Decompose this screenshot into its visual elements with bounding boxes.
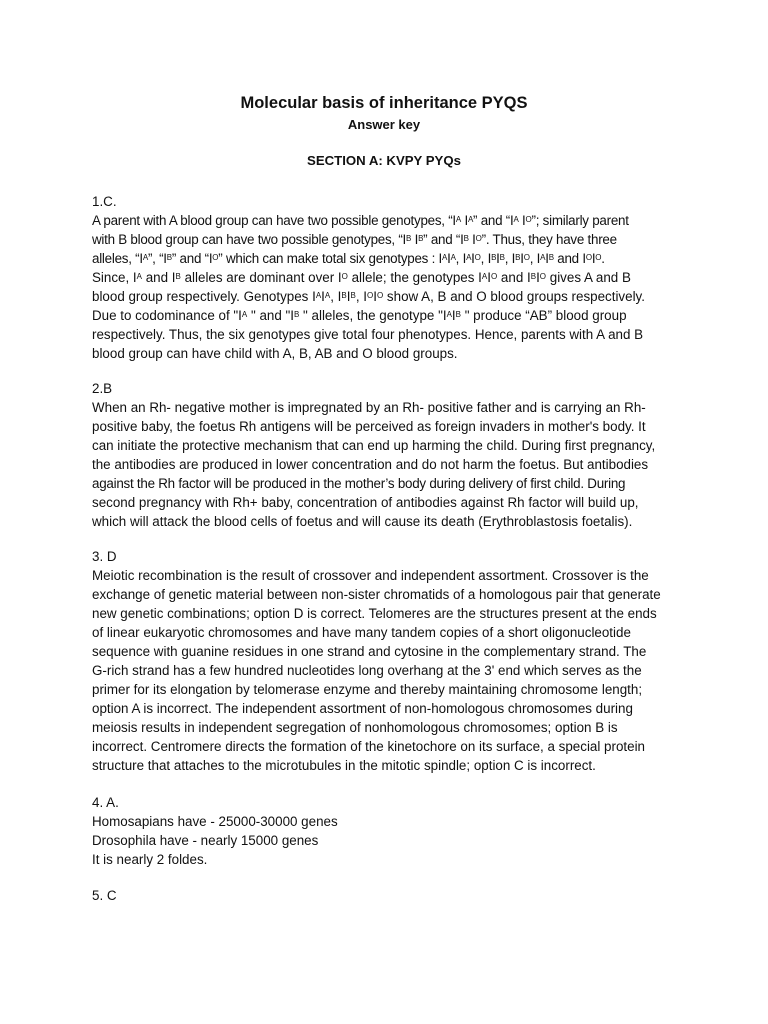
answer-line: G-rich strand has a few hundred nucleotides long overhang at the 3' end which serves as the (92, 663, 642, 678)
answer-line: structure that attaches to the microtubules in the mitotic spindle; option C is incorrect. (92, 758, 596, 773)
answer-line: of linear eukaryotic chromosomes and have many tandem copies of a short oligonucleotide (92, 625, 631, 640)
answer-line: primer for its elongation by telomerase enzyme and thereby maintaining chromosome length; (92, 682, 643, 697)
answer-line: which will attack the blood cells of foetus and will cause its death (Erythroblastosis foetalis). (92, 514, 633, 529)
answer-label: 2.B (92, 381, 113, 396)
answer-label: 5. C (92, 888, 117, 903)
answer-5 (92, 886, 692, 905)
answer-line: When an Rh- negative mother is impregnated by an Rh- positive father and is carrying an Rh- (92, 400, 646, 415)
answer-line: blood group respectively. Genotypes $I^AI^A$, $I^BI^B$, $I^OI^O$ show A, B and O blood groups respectively. (92, 289, 645, 304)
answer-line: sequence with guanine residues in one strand and cytosine in the complementary strand. The (92, 644, 647, 659)
answer-line: new genetic combinations; option D is correct. Telomeres are the structures present at the ends (92, 606, 657, 621)
page-subtitle: Answer key (347, 117, 421, 132)
answer-line: Homosapians have - 25000-30000 genes (92, 814, 338, 829)
answer-line: with B blood group can have two possible genotypes, “$I^B$ $I^B$” and “$I^B$ $I^O$”. Thus, they have three (92, 232, 617, 247)
answer-line: It is nearly 2 foldes. (92, 852, 208, 867)
answer-label: 3. D (92, 549, 117, 564)
answer-3 (92, 547, 692, 775)
answer-line: Since, $I^A$ and $I^B$ alleles are dominant over $I^O$ allele; the genotypes $I^AI^O$ and $I^BI^O$ gives A and B (92, 270, 631, 285)
answer-line: can initiate the protective mechanism that can end up harming the child. During first pregnancy, (92, 438, 656, 453)
answer-line: exchange of genetic material between non-sister chromatids of a homologous pair that generate (92, 587, 661, 602)
answer-line: blood group can have child with A, B, AB and O blood groups. (92, 346, 458, 361)
answer-line: A parent with A blood group can have two possible genotypes, “$I^A$ $I^A$” and “$I^A$ $I^O$”; similarly parent (92, 213, 629, 228)
answer-line: meiosis results in independent segregation of nonhomologous chromosomes; option B is (92, 720, 618, 735)
answer-4 (92, 793, 692, 869)
answer-line: Drosophila have - nearly 15000 genes (92, 833, 319, 848)
answer-2 (92, 379, 692, 531)
answer-label: 4. A. (92, 795, 119, 810)
answer-line: incorrect. Centromere directs the formation of the kinetochore on its surface, a special protein (92, 739, 646, 754)
answer-line: positive baby, the foetus Rh antigens will be perceived as foreign invaders in mother's body. It (92, 419, 646, 434)
answer-line: Meiotic recombination is the result of crossover and independent assortment. Crossover is the (92, 568, 649, 583)
answer-label: 1.C. (92, 194, 117, 209)
answer-line: alleles, “$I^A$”, “$I^B$” and “$I^O$” which can make total six genotypes : $I^AI^A$, $I^AI^O$, $I^BI^B$, $I^BI^O$, $I^AI^B$ and $I^OI^O$. (92, 251, 605, 266)
answer-line: Due to codominance of "$I^A$ " and "$I^B$ " alleles, the genotype "$I^AI^B$ " produce “AB” blood group (92, 308, 627, 323)
answer-line: the antibodies are produced in lower concentration and do not harm the foetus. But antibodies (92, 457, 649, 472)
answer-line: respectively. Thus, the six genotypes give total four phenotypes. Hence, parents with A and B (92, 327, 644, 342)
answer-line: against the Rh factor will be produced in the mother’s body during delivery of first child. During (92, 476, 626, 491)
section-heading: SECTION A: KVPY PYQs (307, 153, 461, 168)
answer-line: second pregnancy with Rh+ baby, concentration of antibodies against Rh factor will build up, (92, 495, 639, 510)
answer-line: option A is incorrect. The independent assortment of non-homologous chromosomes during (92, 701, 633, 716)
page-title: Molecular basis of inheritance PYQS (240, 94, 528, 112)
answer-1 (92, 192, 692, 363)
